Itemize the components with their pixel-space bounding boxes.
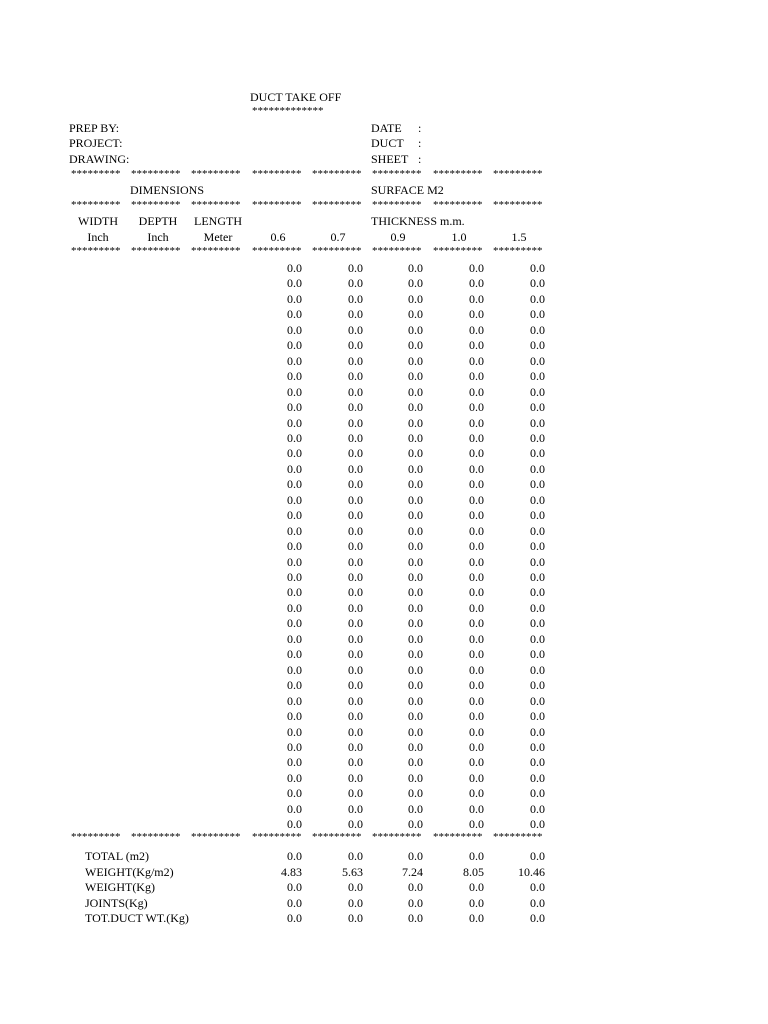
surface-cell: 0.0 — [408, 307, 423, 321]
surface-cell: 0.0 — [469, 354, 484, 368]
separator-stars: ********* — [191, 245, 241, 257]
surface-cell: 0.0 — [408, 709, 423, 723]
thickness-header: THICKNESS m.m. — [371, 214, 465, 228]
surface-cell: 0.0 — [408, 663, 423, 677]
surface-cell: 0.0 — [469, 616, 484, 630]
separator-stars: ********* — [252, 168, 302, 180]
surface-cell: 0.0 — [287, 555, 302, 569]
totals-value: 0.0 — [287, 849, 302, 863]
surface-cell: 0.0 — [530, 307, 545, 321]
surface-cell: 0.0 — [469, 663, 484, 677]
surface-cell: 0.0 — [287, 539, 302, 553]
depth-header: DEPTH — [138, 214, 178, 228]
surface-cell: 0.0 — [408, 555, 423, 569]
surface-cell: 0.0 — [530, 276, 545, 290]
totals-value: 0.0 — [469, 849, 484, 863]
separator-stars: ********* — [493, 168, 543, 180]
separator-stars: ********* — [252, 245, 302, 257]
drawing-label: DRAWING: — [69, 152, 130, 166]
length-unit: Meter — [203, 230, 233, 244]
totals-value: 7.24 — [402, 865, 423, 879]
surface-cell: 0.0 — [408, 524, 423, 538]
totals-value: 0.0 — [530, 880, 545, 894]
surface-cell: 0.0 — [530, 416, 545, 430]
surface-cell: 0.0 — [408, 585, 423, 599]
surface-cell: 0.0 — [469, 369, 484, 383]
surface-cell: 0.0 — [469, 276, 484, 290]
page-title: DUCT TAKE OFF — [250, 90, 342, 104]
surface-cell: 0.0 — [469, 601, 484, 615]
totals-value: 0.0 — [408, 849, 423, 863]
surface-cell: 0.0 — [530, 446, 545, 460]
separator-stars: ********* — [433, 199, 483, 211]
surface-cell: 0.0 — [469, 771, 484, 785]
surface-cell: 0.0 — [408, 416, 423, 430]
surface-cell: 0.0 — [287, 585, 302, 599]
surface-cell: 0.0 — [469, 385, 484, 399]
surface-cell: 0.0 — [348, 616, 363, 630]
surface-cell: 0.0 — [530, 616, 545, 630]
surface-cell: 0.0 — [530, 601, 545, 615]
surface-cell: 0.0 — [408, 647, 423, 661]
date-label: DATE — [371, 121, 402, 135]
surface-cell: 0.0 — [287, 632, 302, 646]
surface-cell: 0.0 — [408, 570, 423, 584]
surface-cell: 0.0 — [530, 431, 545, 445]
surface-cell: 0.0 — [287, 385, 302, 399]
surface-cell: 0.0 — [530, 323, 545, 337]
surface-cell: 0.0 — [530, 400, 545, 414]
surface-cell: 0.0 — [287, 354, 302, 368]
totals-label: TOTAL (m2) — [85, 849, 150, 863]
surface-cell: 0.0 — [408, 616, 423, 630]
separator-stars: ********* — [252, 199, 302, 211]
surface-cell: 0.0 — [408, 446, 423, 460]
separator-stars: ********* — [71, 245, 121, 257]
surface-cell: 0.0 — [348, 385, 363, 399]
surface-cell: 0.0 — [287, 493, 302, 507]
surface-cell: 0.0 — [469, 555, 484, 569]
surface-cell: 0.0 — [348, 678, 363, 692]
surface-cell: 0.0 — [469, 585, 484, 599]
surface-cell: 0.0 — [469, 323, 484, 337]
surface-cell: 0.0 — [408, 354, 423, 368]
surface-cell: 0.0 — [348, 725, 363, 739]
totals-value: 0.0 — [469, 911, 484, 925]
surface-cell: 0.0 — [469, 292, 484, 306]
surface-cell: 0.0 — [408, 740, 423, 754]
surface-cell: 0.0 — [408, 508, 423, 522]
surface-cell: 0.0 — [287, 709, 302, 723]
surface-cell: 0.0 — [287, 307, 302, 321]
surface-cell: 0.0 — [530, 663, 545, 677]
dimensions-heading: DIMENSIONS — [130, 183, 205, 197]
surface-cell: 0.0 — [348, 369, 363, 383]
surface-cell: 0.0 — [287, 369, 302, 383]
totals-label: WEIGHT(Kg) — [85, 880, 155, 894]
surface-cell: 0.0 — [469, 709, 484, 723]
surface-cell: 0.0 — [530, 694, 545, 708]
surface-cell: 0.0 — [287, 740, 302, 754]
surface-cell: 0.0 — [408, 771, 423, 785]
surface-cell: 0.0 — [348, 338, 363, 352]
separator-stars: ********* — [131, 245, 181, 257]
separator-stars: ********* — [372, 831, 422, 843]
thickness-value: 1.0 — [451, 230, 467, 244]
surface-cell: 0.0 — [469, 802, 484, 816]
width-header: WIDTH — [78, 214, 118, 228]
surface-cell: 0.0 — [348, 740, 363, 754]
surface-cell: 0.0 — [348, 786, 363, 800]
surface-cell: 0.0 — [287, 477, 302, 491]
totals-value: 0.0 — [348, 896, 363, 910]
surface-cell: 0.0 — [287, 647, 302, 661]
surface-cell: 0.0 — [408, 400, 423, 414]
surface-cell: 0.0 — [530, 647, 545, 661]
title-underline: ************* — [252, 105, 324, 117]
surface-cell: 0.0 — [287, 416, 302, 430]
surface-cell: 0.0 — [530, 802, 545, 816]
surface-cell: 0.0 — [530, 539, 545, 553]
surface-cell: 0.0 — [469, 508, 484, 522]
surface-cell: 0.0 — [287, 663, 302, 677]
surface-cell: 0.0 — [287, 817, 302, 831]
surface-cell: 0.0 — [530, 354, 545, 368]
surface-cell: 0.0 — [469, 725, 484, 739]
surface-cell: 0.0 — [530, 555, 545, 569]
surface-cell: 0.0 — [530, 709, 545, 723]
surface-cell: 0.0 — [469, 261, 484, 275]
surface-cell: 0.0 — [348, 477, 363, 491]
separator-stars: ********* — [493, 199, 543, 211]
surface-cell: 0.0 — [348, 771, 363, 785]
totals-value: 0.0 — [287, 880, 302, 894]
surface-cell: 0.0 — [287, 601, 302, 615]
width-unit: Inch — [87, 230, 109, 244]
surface-cell: 0.0 — [287, 508, 302, 522]
separator-stars: ********* — [312, 168, 362, 180]
duct-colon: : — [418, 136, 422, 150]
surface-cell: 0.0 — [287, 771, 302, 785]
surface-cell: 0.0 — [287, 755, 302, 769]
surface-cell: 0.0 — [408, 462, 423, 476]
surface-cell: 0.0 — [348, 261, 363, 275]
surface-cell: 0.0 — [469, 678, 484, 692]
thickness-value: 0.7 — [330, 230, 346, 244]
surface-cell: 0.0 — [469, 493, 484, 507]
surface-cell: 0.0 — [469, 307, 484, 321]
totals-value: 0.0 — [348, 849, 363, 863]
duct-label: DUCT — [371, 136, 404, 150]
surface-cell: 0.0 — [408, 292, 423, 306]
surface-cell: 0.0 — [530, 493, 545, 507]
surface-cell: 0.0 — [408, 338, 423, 352]
surface-cell: 0.0 — [287, 338, 302, 352]
separator-stars: ********* — [131, 831, 181, 843]
surface-cell: 0.0 — [469, 755, 484, 769]
surface-cell: 0.0 — [530, 369, 545, 383]
separator-stars: ********* — [191, 199, 241, 211]
totals-value: 0.0 — [469, 880, 484, 894]
surface-cell: 0.0 — [287, 446, 302, 460]
surface-cell: 0.0 — [469, 786, 484, 800]
separator-stars: ********* — [191, 831, 241, 843]
prep-by-label: PREP BY: — [69, 121, 120, 135]
surface-cell: 0.0 — [469, 539, 484, 553]
separator-stars: ********* — [433, 168, 483, 180]
surface-cell: 0.0 — [408, 632, 423, 646]
surface-cell: 0.0 — [530, 585, 545, 599]
surface-heading: SURFACE M2 — [371, 183, 444, 197]
surface-cell: 0.0 — [469, 400, 484, 414]
totals-value: 0.0 — [348, 911, 363, 925]
totals-value: 10.46 — [518, 865, 545, 879]
surface-cell: 0.0 — [287, 524, 302, 538]
surface-cell: 0.0 — [287, 570, 302, 584]
surface-cell: 0.0 — [348, 354, 363, 368]
thickness-value: 1.5 — [511, 230, 527, 244]
surface-cell: 0.0 — [348, 539, 363, 553]
surface-cell: 0.0 — [530, 524, 545, 538]
totals-value: 0.0 — [287, 911, 302, 925]
surface-cell: 0.0 — [287, 462, 302, 476]
totals-value: 8.05 — [463, 865, 484, 879]
totals-value: 0.0 — [348, 880, 363, 894]
totals-value: 0.0 — [408, 880, 423, 894]
totals-label: TOT.DUCT WT.(Kg) — [85, 911, 189, 925]
totals-value: 0.0 — [287, 896, 302, 910]
surface-cell: 0.0 — [469, 570, 484, 584]
surface-cell: 0.0 — [469, 477, 484, 491]
thickness-value: 0.9 — [390, 230, 406, 244]
surface-cell: 0.0 — [408, 678, 423, 692]
surface-cell: 0.0 — [348, 292, 363, 306]
separator-stars: ********* — [312, 199, 362, 211]
surface-cell: 0.0 — [348, 817, 363, 831]
date-colon: : — [418, 121, 422, 135]
surface-cell: 0.0 — [348, 524, 363, 538]
surface-cell: 0.0 — [469, 694, 484, 708]
surface-cell: 0.0 — [408, 802, 423, 816]
separator-stars: ********* — [191, 168, 241, 180]
surface-cell: 0.0 — [348, 493, 363, 507]
surface-cell: 0.0 — [287, 276, 302, 290]
surface-cell: 0.0 — [469, 740, 484, 754]
surface-cell: 0.0 — [408, 694, 423, 708]
surface-cell: 0.0 — [469, 416, 484, 430]
surface-cell: 0.0 — [348, 555, 363, 569]
surface-cell: 0.0 — [348, 632, 363, 646]
surface-cell: 0.0 — [287, 323, 302, 337]
surface-cell: 0.0 — [530, 261, 545, 275]
thickness-value: 0.6 — [270, 230, 286, 244]
separator-stars: ********* — [493, 245, 543, 257]
surface-cell: 0.0 — [348, 323, 363, 337]
totals-value: 0.0 — [530, 911, 545, 925]
separator-stars: ********* — [372, 245, 422, 257]
depth-unit: Inch — [147, 230, 169, 244]
surface-cell: 0.0 — [408, 493, 423, 507]
surface-cell: 0.0 — [530, 771, 545, 785]
surface-cell: 0.0 — [287, 802, 302, 816]
surface-cell: 0.0 — [408, 276, 423, 290]
surface-cell: 0.0 — [348, 570, 363, 584]
surface-cell: 0.0 — [348, 416, 363, 430]
separator-stars: ********* — [131, 168, 181, 180]
surface-cell: 0.0 — [348, 694, 363, 708]
surface-cell: 0.0 — [348, 307, 363, 321]
surface-cell: 0.0 — [348, 431, 363, 445]
surface-cell: 0.0 — [469, 446, 484, 460]
surface-cell: 0.0 — [530, 725, 545, 739]
surface-cell: 0.0 — [469, 462, 484, 476]
surface-cell: 0.0 — [408, 477, 423, 491]
surface-cell: 0.0 — [408, 601, 423, 615]
surface-cell: 0.0 — [530, 786, 545, 800]
surface-cell: 0.0 — [408, 261, 423, 275]
surface-cell: 0.0 — [348, 647, 363, 661]
separator-stars: ********* — [71, 831, 121, 843]
surface-cell: 0.0 — [530, 740, 545, 754]
surface-cell: 0.0 — [469, 647, 484, 661]
separator-stars: ********* — [493, 831, 543, 843]
surface-cell: 0.0 — [348, 709, 363, 723]
surface-cell: 0.0 — [348, 462, 363, 476]
separator-stars: ********* — [71, 168, 121, 180]
surface-cell: 0.0 — [287, 261, 302, 275]
surface-cell: 0.0 — [530, 292, 545, 306]
project-label: PROJECT: — [69, 136, 123, 150]
surface-cell: 0.0 — [287, 431, 302, 445]
surface-cell: 0.0 — [469, 338, 484, 352]
totals-value: 0.0 — [408, 911, 423, 925]
sheet-colon: : — [418, 152, 422, 166]
surface-cell: 0.0 — [530, 632, 545, 646]
surface-cell: 0.0 — [287, 725, 302, 739]
sheet-label: SHEET — [371, 152, 409, 166]
length-header: LENGTH — [194, 214, 242, 228]
totals-value: 5.63 — [342, 865, 363, 879]
surface-cell: 0.0 — [408, 431, 423, 445]
surface-cell: 0.0 — [408, 539, 423, 553]
surface-cell: 0.0 — [408, 786, 423, 800]
separator-stars: ********* — [433, 245, 483, 257]
totals-value: 0.0 — [408, 896, 423, 910]
totals-value: 0.0 — [530, 849, 545, 863]
surface-cell: 0.0 — [530, 678, 545, 692]
separator-stars: ********* — [71, 199, 121, 211]
surface-cell: 0.0 — [530, 477, 545, 491]
surface-cell: 0.0 — [408, 369, 423, 383]
totals-label: WEIGHT(Kg/m2) — [85, 865, 174, 879]
separator-stars: ********* — [312, 831, 362, 843]
surface-cell: 0.0 — [408, 755, 423, 769]
surface-cell: 0.0 — [530, 755, 545, 769]
surface-cell: 0.0 — [348, 663, 363, 677]
surface-cell: 0.0 — [287, 786, 302, 800]
separator-stars: ********* — [372, 168, 422, 180]
surface-cell: 0.0 — [348, 446, 363, 460]
surface-cell: 0.0 — [348, 601, 363, 615]
surface-cell: 0.0 — [287, 616, 302, 630]
surface-cell: 0.0 — [530, 338, 545, 352]
totals-value: 0.0 — [530, 896, 545, 910]
surface-cell: 0.0 — [287, 400, 302, 414]
totals-label: JOINTS(Kg) — [85, 896, 148, 910]
surface-cell: 0.0 — [348, 802, 363, 816]
surface-cell: 0.0 — [408, 323, 423, 337]
surface-cell: 0.0 — [348, 755, 363, 769]
totals-value: 0.0 — [469, 896, 484, 910]
surface-cell: 0.0 — [287, 292, 302, 306]
surface-cell: 0.0 — [348, 400, 363, 414]
surface-cell: 0.0 — [530, 570, 545, 584]
separator-stars: ********* — [312, 245, 362, 257]
surface-cell: 0.0 — [408, 385, 423, 399]
surface-cell: 0.0 — [530, 508, 545, 522]
separator-stars: ********* — [433, 831, 483, 843]
surface-cell: 0.0 — [469, 524, 484, 538]
surface-cell: 0.0 — [469, 431, 484, 445]
surface-cell: 0.0 — [530, 385, 545, 399]
surface-cell: 0.0 — [348, 508, 363, 522]
surface-cell: 0.0 — [287, 694, 302, 708]
surface-cell: 0.0 — [469, 632, 484, 646]
surface-cell: 0.0 — [348, 585, 363, 599]
surface-cell: 0.0 — [287, 678, 302, 692]
surface-cell: 0.0 — [408, 725, 423, 739]
surface-cell: 0.0 — [530, 817, 545, 831]
separator-stars: ********* — [372, 199, 422, 211]
separator-stars: ********* — [131, 199, 181, 211]
surface-cell: 0.0 — [408, 817, 423, 831]
totals-value: 4.83 — [281, 865, 302, 879]
surface-cell: 0.0 — [469, 817, 484, 831]
surface-cell: 0.0 — [530, 462, 545, 476]
separator-stars: ********* — [252, 831, 302, 843]
surface-cell: 0.0 — [348, 276, 363, 290]
